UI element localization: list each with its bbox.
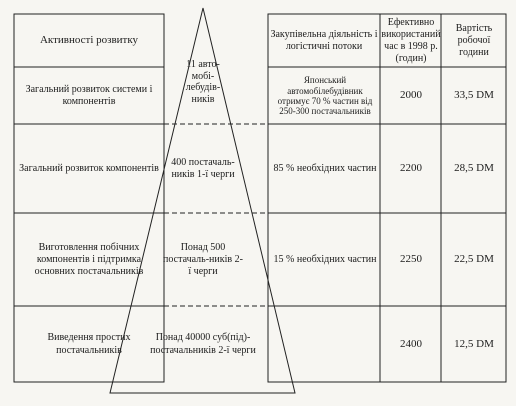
row1-procurement: Японський автомобілебудівник отримує 70 % частин від 250-300 постачальників — [277, 75, 373, 117]
header-activities: Активності розвитку — [39, 34, 139, 47]
row3-procurement: 15 % необхідних частин — [273, 253, 377, 265]
row2-hours: 2200 — [400, 162, 422, 175]
row3-hours: 2250 — [400, 253, 422, 266]
row4-activity: Виведення простих постачальників — [47, 332, 131, 356]
header-hours: Ефективно використаний час в 1998 р. (годин) — [381, 16, 441, 65]
row4-pyramid-label: Понад 40000 суб(під)-постачальників 2-ї черги — [150, 332, 256, 356]
row3-pyramid-label: Понад 500 постачаль-ників 2-ї черги — [163, 241, 243, 278]
pyramid-label-top: 11 авто-мобі-лебудів-ників — [185, 59, 221, 105]
row3-cost: 22,5 DM — [454, 253, 494, 266]
header-cost: Вартість робочої години — [455, 22, 493, 59]
row2-cost: 28,5 DM — [454, 162, 494, 175]
row2-pyramid-label: 400 постачаль-ників 1-ї черги — [171, 156, 235, 180]
row1-hours: 2000 — [400, 89, 422, 102]
row2-procurement: 85 % необхідних частин — [273, 162, 377, 174]
row4-hours: 2400 — [400, 337, 422, 350]
header-procurement: Закупівельна діяльність і логістичні потоки — [270, 28, 378, 52]
row4-cost: 12,5 DM — [454, 337, 494, 350]
row1-cost: 33,5 DM — [454, 89, 494, 102]
row3-activity: Виготовлення побічних компонентів і підтримка основних постачальників — [34, 241, 144, 278]
row2-activity: Загальний розвиток компонентів — [19, 162, 159, 174]
row1-activity: Загальний розвиток системи і компонентів — [25, 83, 153, 107]
